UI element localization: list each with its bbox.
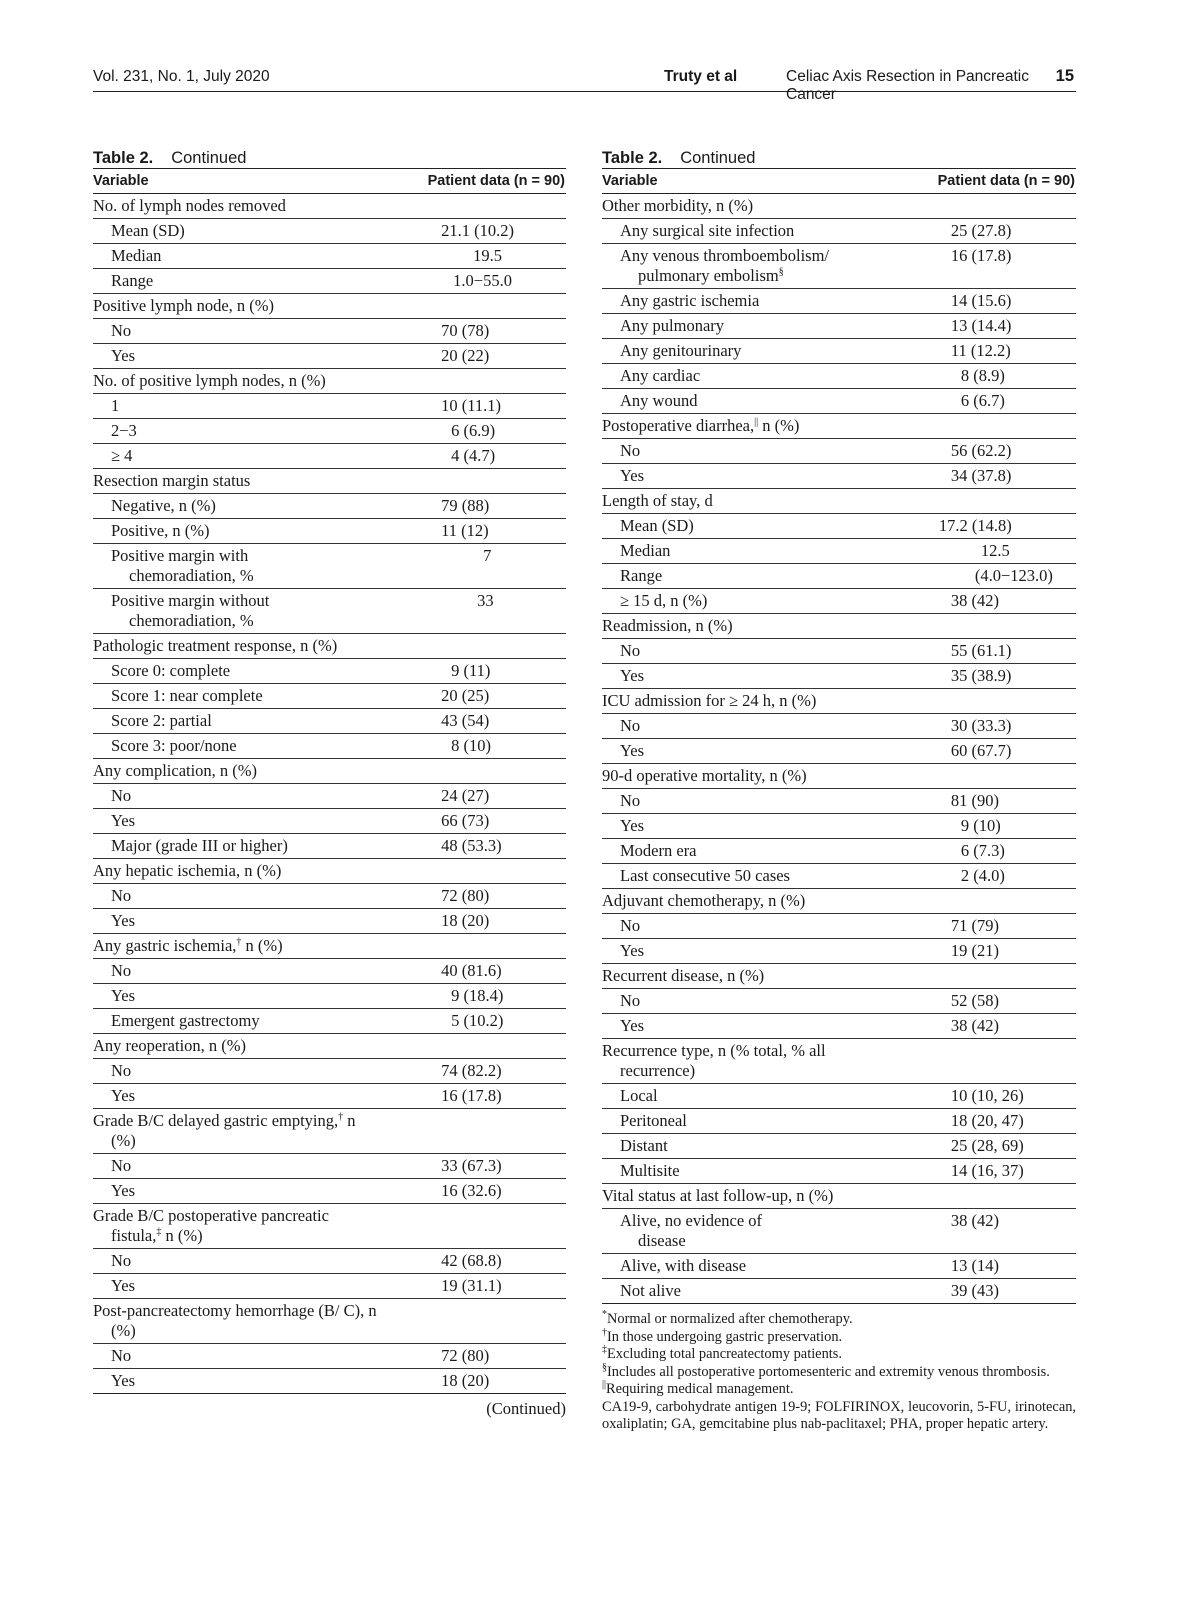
row-group-label: 90-d operative mortality, n (%)	[602, 764, 915, 789]
table-row	[602, 589, 1076, 614]
table-row	[602, 539, 1076, 564]
table-row	[93, 519, 566, 544]
row-value: 11 (12)	[405, 519, 566, 544]
table-row	[93, 884, 566, 909]
table-row	[93, 219, 566, 244]
table-row	[93, 1154, 566, 1179]
table-row	[602, 1084, 1076, 1109]
row-sublabel: Positive margin without chemoradiation, %	[93, 589, 405, 634]
table-body	[93, 194, 566, 1394]
table-row	[93, 934, 566, 959]
row-sublabel: No	[602, 639, 915, 664]
row-value: 35 (38.9)	[915, 664, 1076, 689]
row-value: 8 (8.9)	[915, 364, 1076, 389]
row-value: 19.5	[405, 244, 566, 269]
row-sublabel: 2−3	[93, 419, 405, 444]
row-value: 55 (61.1)	[915, 639, 1076, 664]
row-value: 19 (21)	[915, 939, 1076, 964]
footnote: CA19-9, carbohydrate antigen 19-9; FOLFIRINOX, leucovorin, 5-FU, irinotecan, oxaliplatin; GA, gemcitabine plus nab-paclitaxel; PHA, proper hepatic artery.	[602, 1398, 1076, 1432]
row-sublabel: Any cardiac	[602, 364, 915, 389]
row-sublabel: Any wound	[602, 389, 915, 414]
table-row	[602, 514, 1076, 539]
row-sublabel: Yes	[602, 739, 915, 764]
row-group-label: Pathologic treatment response, n (%)	[93, 634, 405, 659]
row-group-label: Any gastric ischemia,† n (%)	[93, 934, 405, 959]
row-value: 14 (15.6)	[915, 289, 1076, 314]
row-sublabel: Yes	[602, 664, 915, 689]
row-group-label: Grade B/C delayed gastric emptying,† n (%)	[93, 1109, 405, 1154]
table-row	[93, 544, 566, 589]
row-sublabel: No	[602, 914, 915, 939]
row-value: 16 (17.8)	[405, 1084, 566, 1109]
table-row	[93, 734, 566, 759]
row-value: 2 (4.0)	[915, 864, 1076, 889]
row-sublabel: Negative, n (%)	[93, 494, 405, 519]
row-sublabel: Modern era	[602, 839, 915, 864]
table-row	[602, 1279, 1076, 1304]
table-footnotes	[602, 1311, 1076, 1434]
table-row	[93, 244, 566, 269]
table-row	[93, 1059, 566, 1084]
row-group-label: Any reoperation, n (%)	[93, 1034, 405, 1059]
row-value: 19 (31.1)	[405, 1274, 566, 1299]
left-table-column	[93, 149, 566, 1419]
row-value: 48 (53.3)	[405, 834, 566, 859]
table-caption-label: Table 2.	[93, 149, 154, 167]
table-row	[602, 564, 1076, 589]
row-group-label: Grade B/C postoperative pancreatic fistula,‡ n (%)	[93, 1204, 405, 1249]
row-value: 6 (7.3)	[915, 839, 1076, 864]
row-sublabel: No	[602, 989, 915, 1014]
table-row	[602, 914, 1076, 939]
footnote: *Normal or normalized after chemotherapy.	[602, 1309, 853, 1327]
row-sublabel: Emergent gastrectomy	[93, 1009, 405, 1034]
row-group-label: Readmission, n (%)	[602, 614, 915, 639]
table-row	[602, 1159, 1076, 1184]
row-value: 38 (42)	[915, 1014, 1076, 1039]
table-row	[602, 889, 1076, 914]
row-value: 38 (42)	[915, 1209, 1076, 1254]
row-group-label: Recurrence type, n (% total, % all recurrence)	[602, 1039, 915, 1084]
table-row	[93, 369, 566, 394]
table-row	[602, 1254, 1076, 1279]
table-row	[93, 759, 566, 784]
row-sublabel: Local	[602, 1084, 915, 1109]
row-sublabel: No	[93, 319, 405, 344]
row-value	[915, 1184, 1076, 1209]
row-sublabel: No	[93, 1059, 405, 1084]
row-sublabel: Range	[602, 564, 915, 589]
table-row	[93, 319, 566, 344]
row-sublabel: Alive, no evidence of disease	[602, 1209, 915, 1254]
table-row	[602, 664, 1076, 689]
row-sublabel: No	[602, 789, 915, 814]
table-row	[93, 859, 566, 884]
row-sublabel: Any gastric ischemia	[602, 289, 915, 314]
table-row	[93, 959, 566, 984]
row-value: 13 (14.4)	[915, 314, 1076, 339]
table-caption	[602, 149, 1076, 168]
row-sublabel: Mean (SD)	[93, 219, 405, 244]
column-header-patient-data: Patient data (n = 90)	[405, 169, 566, 194]
row-group-label: Recurrent disease, n (%)	[602, 964, 915, 989]
column-header-patient-data: Patient data (n = 90)	[915, 169, 1076, 194]
row-group-label: Other morbidity, n (%)	[602, 194, 915, 219]
table-caption-text: Continued	[680, 149, 756, 167]
row-group-label: Any complication, n (%)	[93, 759, 405, 784]
table-row	[93, 1179, 566, 1204]
row-sublabel: Range	[93, 269, 405, 294]
row-sublabel: Multisite	[602, 1159, 915, 1184]
table-row	[602, 1209, 1076, 1254]
row-value	[915, 489, 1076, 514]
table-row	[602, 339, 1076, 364]
row-sublabel: Score 0: complete	[93, 659, 405, 684]
row-value: 8 (10)	[405, 734, 566, 759]
table-row	[602, 1109, 1076, 1134]
row-value	[405, 1109, 566, 1154]
table-row	[93, 394, 566, 419]
row-sublabel: 1	[93, 394, 405, 419]
row-group-label: Adjuvant chemotherapy, n (%)	[602, 889, 915, 914]
row-value: 25 (28, 69)	[915, 1134, 1076, 1159]
row-sublabel: ≥ 15 d, n (%)	[602, 589, 915, 614]
table-row	[93, 469, 566, 494]
table-row	[602, 639, 1076, 664]
table-row	[602, 839, 1076, 864]
row-value: 6 (6.9)	[405, 419, 566, 444]
row-sublabel: Mean (SD)	[602, 514, 915, 539]
row-value: 18 (20)	[405, 1369, 566, 1394]
column-header-variable: Variable	[602, 169, 915, 194]
row-sublabel: Positive margin with chemoradiation, %	[93, 544, 405, 589]
row-sublabel: Yes	[602, 814, 915, 839]
row-value: 70 (78)	[405, 319, 566, 344]
table-row	[602, 614, 1076, 639]
patient-data-table	[602, 168, 1076, 1304]
row-value: 13 (14)	[915, 1254, 1076, 1279]
row-value	[915, 689, 1076, 714]
row-value: 39 (43)	[915, 1279, 1076, 1304]
row-value: 43 (54)	[405, 709, 566, 734]
row-sublabel: Yes	[93, 344, 405, 369]
row-group-label: Resection margin status	[93, 469, 405, 494]
row-sublabel: ≥ 4	[93, 444, 405, 469]
row-value: 74 (82.2)	[405, 1059, 566, 1084]
column-header-variable: Variable	[93, 169, 405, 194]
row-value	[405, 469, 566, 494]
table-row	[602, 464, 1076, 489]
row-value	[405, 1299, 566, 1344]
table-row	[602, 364, 1076, 389]
row-value	[405, 1034, 566, 1059]
row-value: 9 (11)	[405, 659, 566, 684]
row-value: 4 (4.7)	[405, 444, 566, 469]
row-value: 12.5	[915, 539, 1076, 564]
row-value	[405, 859, 566, 884]
table-row	[602, 389, 1076, 414]
row-value: 6 (6.7)	[915, 389, 1076, 414]
table-row	[602, 789, 1076, 814]
row-sublabel: No	[93, 1154, 405, 1179]
row-sublabel: Yes	[93, 984, 405, 1009]
table-row	[93, 709, 566, 734]
row-value	[915, 964, 1076, 989]
right-table-column	[602, 149, 1076, 1434]
table-row	[602, 964, 1076, 989]
table-row	[602, 864, 1076, 889]
row-value: 11 (12.2)	[915, 339, 1076, 364]
table-row	[93, 1344, 566, 1369]
row-sublabel: Any venous thromboembolism/ pulmonary embolism§	[602, 244, 915, 289]
row-value: 9 (18.4)	[405, 984, 566, 1009]
journal-volume: Vol. 231, No. 1, July 2020	[93, 68, 270, 85]
table-row	[93, 589, 566, 634]
row-sublabel: Yes	[93, 1274, 405, 1299]
row-sublabel: Distant	[602, 1134, 915, 1159]
row-sublabel: No	[602, 714, 915, 739]
table-row	[93, 1084, 566, 1109]
table-row	[602, 989, 1076, 1014]
running-title: Celiac Axis Resection in Pancreatic Cancer	[786, 68, 1029, 103]
row-group-label: No. of positive lymph nodes, n (%)	[93, 369, 405, 394]
row-sublabel: Peritoneal	[602, 1109, 915, 1134]
table-row	[602, 489, 1076, 514]
row-sublabel: Yes	[93, 1084, 405, 1109]
row-value: 21.1 (10.2)	[405, 219, 566, 244]
table-row	[602, 814, 1076, 839]
row-group-label: Any hepatic ischemia, n (%)	[93, 859, 405, 884]
row-group-label: Positive lymph node, n (%)	[93, 294, 405, 319]
page-number: 15	[1055, 67, 1074, 85]
row-value: 33 (67.3)	[405, 1154, 566, 1179]
row-value: 72 (80)	[405, 884, 566, 909]
row-value: 16 (17.8)	[915, 244, 1076, 289]
table-row	[602, 764, 1076, 789]
row-value: 56 (62.2)	[915, 439, 1076, 464]
row-value: 10 (10, 26)	[915, 1084, 1076, 1109]
row-sublabel: Not alive	[602, 1279, 915, 1304]
table-row	[93, 444, 566, 469]
table-row	[93, 1299, 566, 1344]
table-row	[93, 784, 566, 809]
row-sublabel: No	[93, 959, 405, 984]
table-row	[93, 269, 566, 294]
row-value: 18 (20, 47)	[915, 1109, 1076, 1134]
table-row	[93, 344, 566, 369]
row-sublabel: Yes	[93, 1179, 405, 1204]
row-value: 42 (68.8)	[405, 1249, 566, 1274]
row-value	[405, 369, 566, 394]
table-row	[93, 984, 566, 1009]
row-value: 71 (79)	[915, 914, 1076, 939]
row-value: 20 (22)	[405, 344, 566, 369]
row-value	[915, 1039, 1076, 1084]
row-group-label: Length of stay, d	[602, 489, 915, 514]
row-group-label: ICU admission for ≥ 24 h, n (%)	[602, 689, 915, 714]
row-sublabel: Last consecutive 50 cases	[602, 864, 915, 889]
footnote: ||Requiring medical management.	[602, 1379, 794, 1397]
row-sublabel: No	[93, 784, 405, 809]
table-row	[93, 909, 566, 934]
row-sublabel: Major (grade III or higher)	[93, 834, 405, 859]
row-sublabel: Any genitourinary	[602, 339, 915, 364]
table-row	[602, 439, 1076, 464]
table-row	[602, 1134, 1076, 1159]
row-value: 1.0−55.0	[405, 269, 566, 294]
row-value: 33	[405, 589, 566, 634]
table-caption	[93, 149, 566, 168]
running-header	[93, 66, 1076, 103]
row-group-label: Post-pancreatectomy hemorrhage (B/ C), n (%)	[93, 1299, 405, 1344]
table-row	[93, 1274, 566, 1299]
row-value: 16 (32.6)	[405, 1179, 566, 1204]
row-sublabel: Median	[93, 244, 405, 269]
row-value: 38 (42)	[915, 589, 1076, 614]
table-row	[602, 244, 1076, 289]
footnote: §Includes all postoperative portomesenteric and extremity venous thrombosis.	[602, 1361, 1050, 1380]
table-row	[93, 684, 566, 709]
row-value: 25 (27.8)	[915, 219, 1076, 244]
row-value	[405, 294, 566, 319]
table-row	[93, 1034, 566, 1059]
table-row	[602, 289, 1076, 314]
table-caption-label: Table 2.	[602, 149, 663, 167]
table-body	[602, 194, 1076, 1304]
row-sublabel: Yes	[93, 909, 405, 934]
continued-note: (Continued)	[486, 1399, 566, 1418]
table-row	[93, 1109, 566, 1154]
row-group-label: No. of lymph nodes removed	[93, 194, 405, 219]
table-row	[602, 194, 1076, 219]
row-sublabel: Yes	[93, 1369, 405, 1394]
row-value	[405, 759, 566, 784]
footnote: ‡Excluding total pancreatectomy patients.	[602, 1344, 842, 1362]
running-authors: Truty et al	[664, 68, 738, 85]
row-value: 52 (58)	[915, 989, 1076, 1014]
row-value: 30 (33.3)	[915, 714, 1076, 739]
table-row	[93, 834, 566, 859]
row-sublabel: Positive, n (%)	[93, 519, 405, 544]
table-row	[93, 1249, 566, 1274]
footnote: †In those undergoing gastric preservation.	[602, 1326, 843, 1345]
row-value: 9 (10)	[915, 814, 1076, 839]
row-value	[915, 194, 1076, 219]
row-group-label: Postoperative diarrhea,|| n (%)	[602, 414, 915, 439]
table-row	[602, 219, 1076, 244]
row-value	[405, 634, 566, 659]
row-sublabel: Yes	[602, 939, 915, 964]
row-sublabel: No	[93, 1344, 405, 1369]
row-value: (4.0−123.0)	[915, 564, 1076, 589]
table-row	[602, 314, 1076, 339]
table-row	[93, 1009, 566, 1034]
row-value	[405, 194, 566, 219]
table-row	[93, 809, 566, 834]
table-row	[602, 714, 1076, 739]
table-row	[602, 1014, 1076, 1039]
table-caption-text: Continued	[171, 149, 247, 167]
patient-data-table	[93, 168, 566, 1394]
row-value: 60 (67.7)	[915, 739, 1076, 764]
row-sublabel: Score 2: partial	[93, 709, 405, 734]
row-value	[405, 934, 566, 959]
row-sublabel: Score 1: near complete	[93, 684, 405, 709]
row-sublabel: Yes	[602, 464, 915, 489]
table-row	[93, 194, 566, 219]
row-group-label: Vital status at last follow-up, n (%)	[602, 1184, 915, 1209]
table-row	[93, 1204, 566, 1249]
table-row	[93, 494, 566, 519]
table-row	[602, 1184, 1076, 1209]
row-sublabel: No	[602, 439, 915, 464]
row-sublabel: No	[93, 1249, 405, 1274]
row-value: 10 (11.1)	[405, 394, 566, 419]
row-value: 66 (73)	[405, 809, 566, 834]
row-sublabel: No	[93, 884, 405, 909]
row-value: 81 (90)	[915, 789, 1076, 814]
table-row	[93, 1369, 566, 1394]
row-sublabel: Yes	[93, 809, 405, 834]
table-row	[93, 294, 566, 319]
row-value	[915, 414, 1076, 439]
row-value	[915, 614, 1076, 639]
row-value: 72 (80)	[405, 1344, 566, 1369]
table-row	[93, 419, 566, 444]
row-value: 14 (16, 37)	[915, 1159, 1076, 1184]
row-value	[915, 764, 1076, 789]
row-sublabel: Median	[602, 539, 915, 564]
row-sublabel: Score 3: poor/none	[93, 734, 405, 759]
row-value: 40 (81.6)	[405, 959, 566, 984]
table-row	[602, 1039, 1076, 1084]
table-row	[602, 739, 1076, 764]
row-value: 24 (27)	[405, 784, 566, 809]
row-value: 5 (10.2)	[405, 1009, 566, 1034]
row-value: 20 (25)	[405, 684, 566, 709]
table-row	[93, 634, 566, 659]
table-row	[602, 414, 1076, 439]
row-value: 7	[405, 544, 566, 589]
row-sublabel: Any pulmonary	[602, 314, 915, 339]
table-row	[602, 939, 1076, 964]
table-row	[93, 659, 566, 684]
row-value: 17.2 (14.8)	[915, 514, 1076, 539]
row-value: 79 (88)	[405, 494, 566, 519]
row-sublabel: Any surgical site infection	[602, 219, 915, 244]
row-value: 34 (37.8)	[915, 464, 1076, 489]
row-value	[405, 1204, 566, 1249]
row-value: 18 (20)	[405, 909, 566, 934]
table-row	[602, 689, 1076, 714]
row-value	[915, 889, 1076, 914]
row-sublabel: Alive, with disease	[602, 1254, 915, 1279]
row-sublabel: Yes	[602, 1014, 915, 1039]
